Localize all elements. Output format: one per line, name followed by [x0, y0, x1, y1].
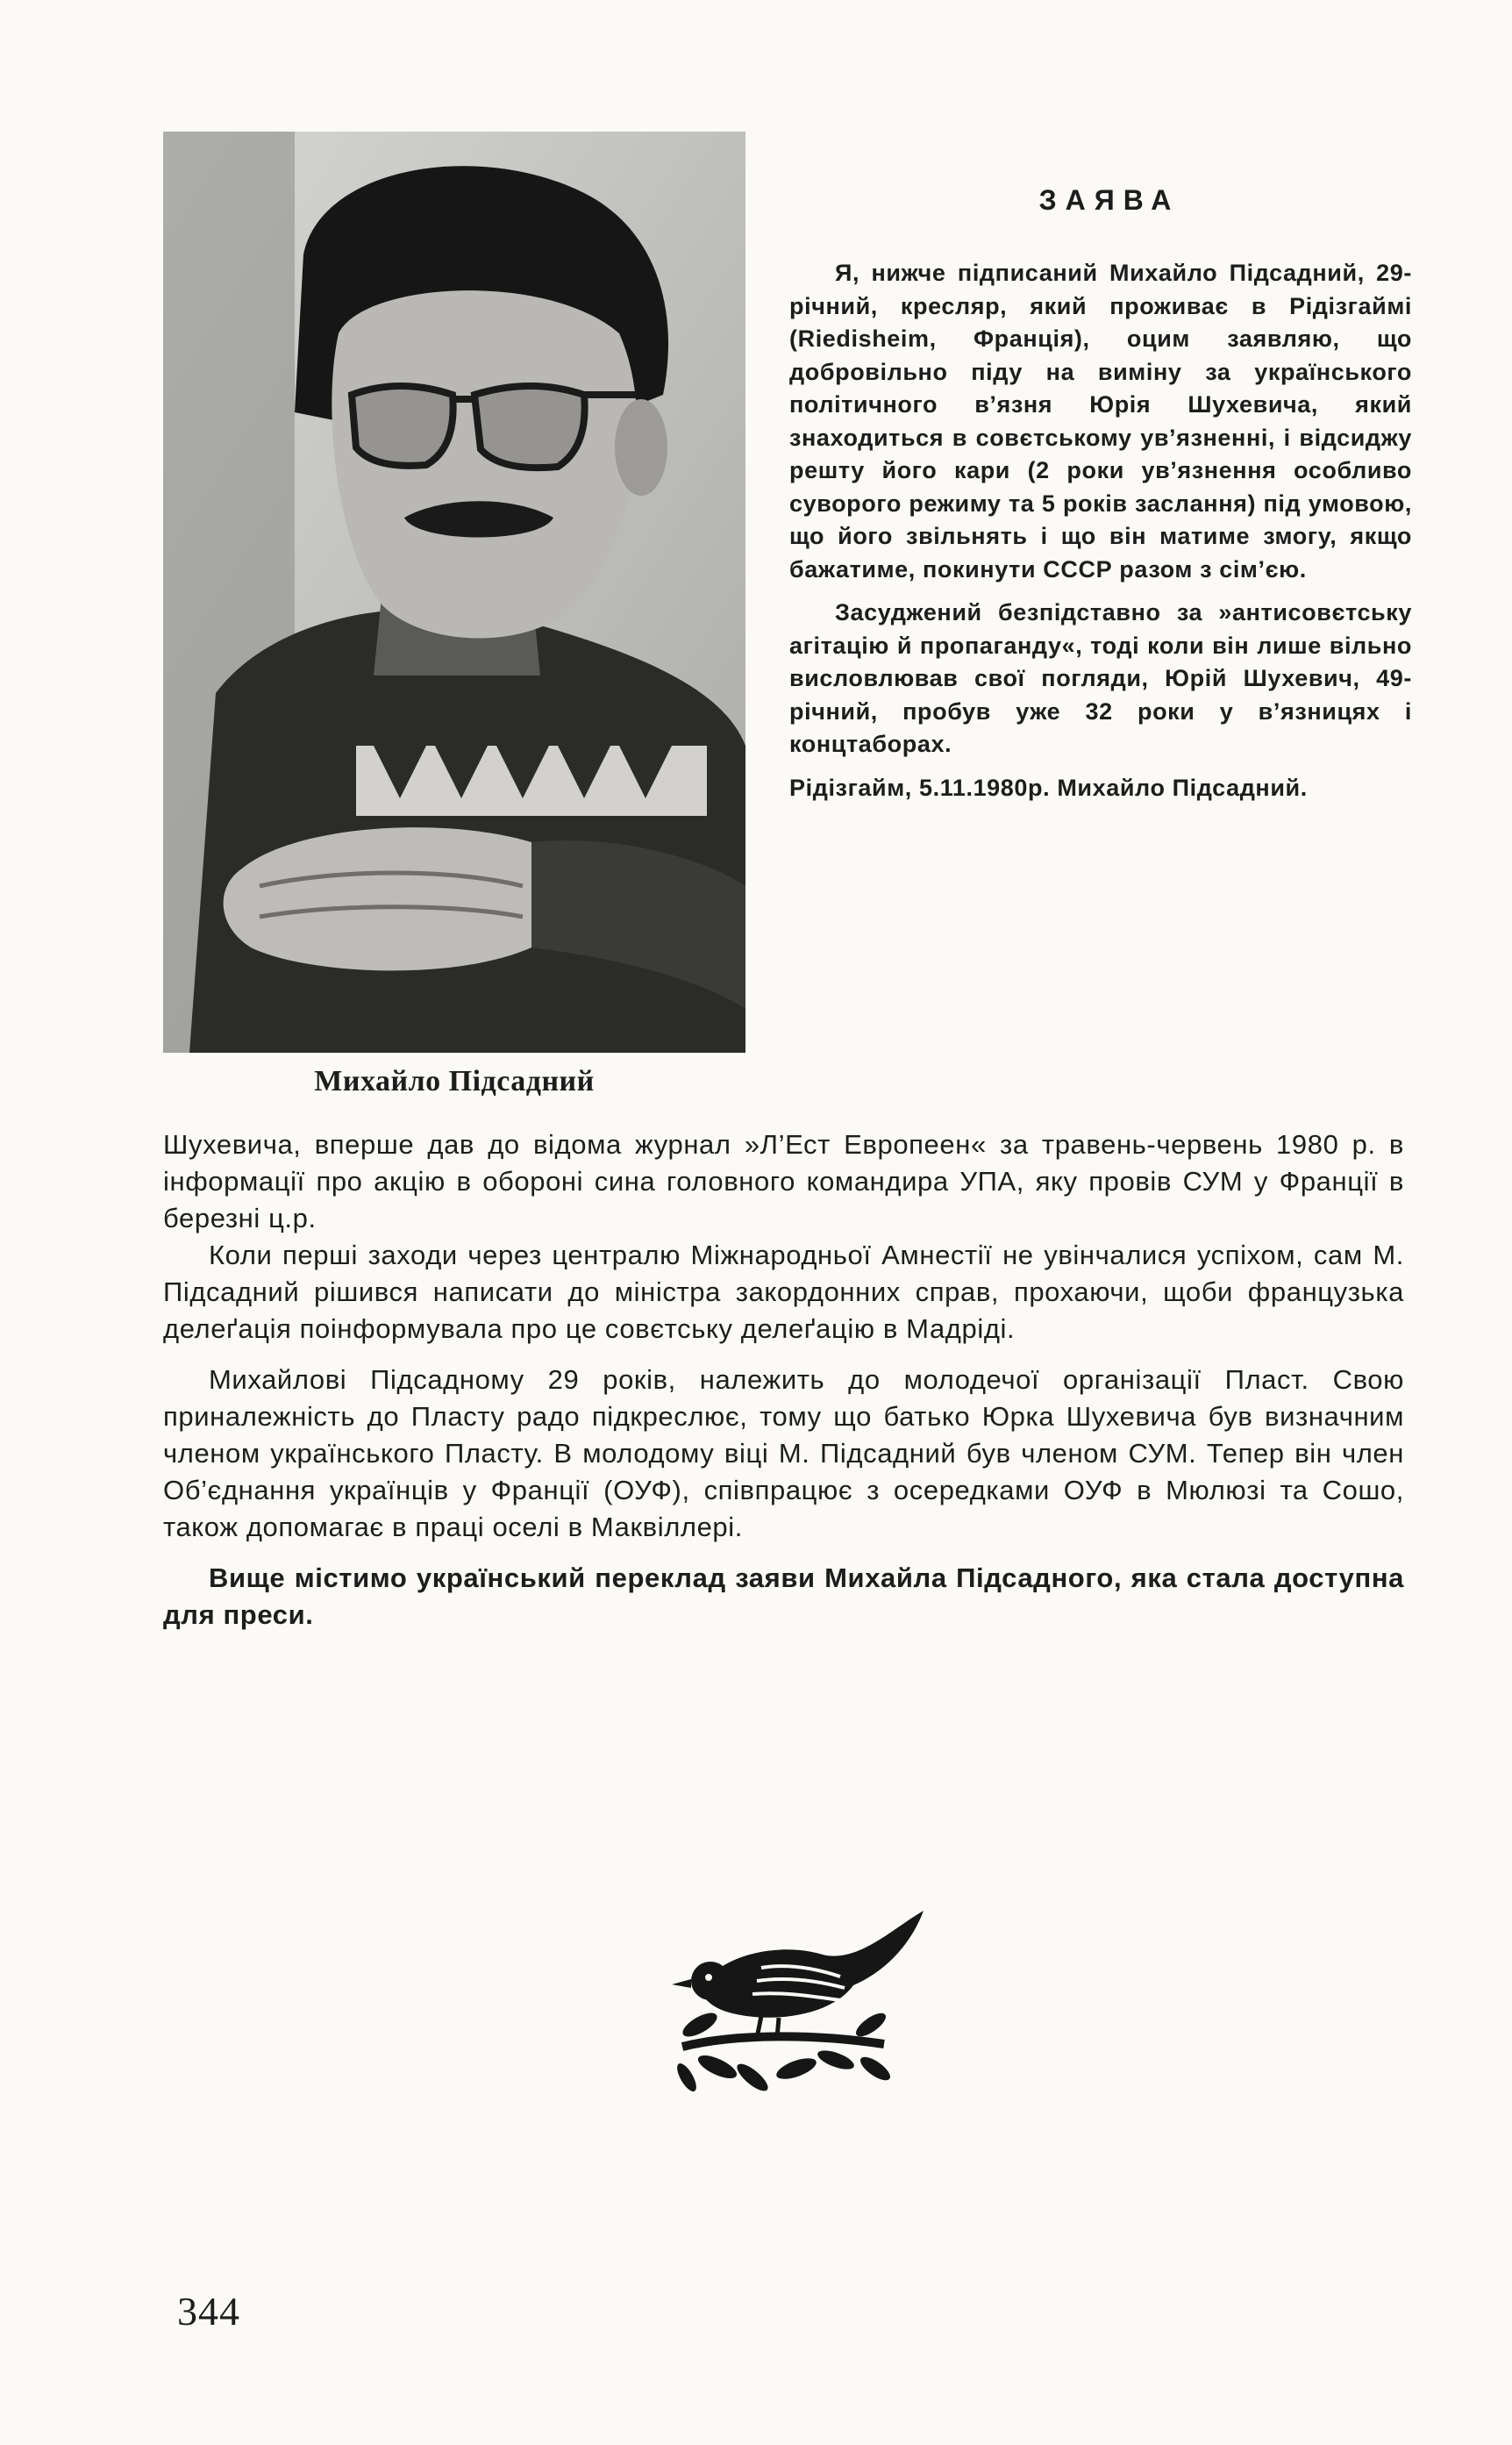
body-paragraph-note: Вище містимо український переклад заяви Михайла Підсадного, яка стала доступна для преси. [163, 1562, 1404, 1630]
photo-caption: Михайло Підсадний [314, 1065, 595, 1097]
page-number: 344 [177, 2289, 240, 2334]
statement-paragraph: Засуджений безпідставно за »антисовєтську агітацію й пропаганду«, тоді коли він лише вільно висловлював свої погляди, Юрій Шухевич, 49-річний, пробув уже 32 роки у в’язницях і концтаборах. [789, 599, 1412, 757]
statement-title: ЗАЯВА [1038, 184, 1180, 216]
body-paragraph: Шухевича, вперше дав до відома журнал »Л’Ест Европеен« за травень-червень 1980 р. в інформації про акцію в обороні сина головного командира УПА, яку провів СУМ у Франції в березні ц.р. [163, 1129, 1404, 1233]
body-paragraph: Коли перші заходи через централю Міжнародньої Амнестії не увінчалися успіхом, сам М. Підсадний рішився написати до міністра закордонних справ, прохаючи, щоби французька делеґація поінформувала про це совєтську делеґацію в Мадріді. [163, 1240, 1404, 1344]
body-paragraph: Михайлові Підсадному 29 років, належить до молодечої організації Пласт. Свою приналежність до Пласту радо підкреслює, тому що батько Юрка Шухевича був визначним членом українського Пласту. В молодому віці М. Підсадний був членом СУМ. Тепер він член Об’єднання українців у Франції (ОУФ), співпрацює з осередками ОУФ в Мюлюзі та Сошо, також допомагає в праці оселі в Маквіллері. [163, 1364, 1404, 1542]
statement-paragraph: Я, нижче підписаний Михайло Підсадний, 29-річний, кресляр, який проживає в Рідізгаймі (Riedisheim, Франція), оцим заявляю, що добровільно піду на виміну за українського політичного в’язня Юрія Шухевича, який знаходиться в совєтському ув’язненні, і відсиджу решту його кари (2 роки ув’язнення особливо суворого режиму та 5 років заслання) під умовою, що його звільнять і що він матиме змогу, якщо бажатиме, покинути СССР разом з сім’єю. [789, 260, 1412, 583]
bird-on-branch-icon [665, 1893, 928, 2104]
portrait-photo [163, 132, 745, 1053]
statement-signature: Рідізгайм, 5.11.1980р. Михайло Підсадний. [789, 774, 1308, 801]
portrait-image [163, 132, 745, 1053]
statement-block [789, 175, 1412, 815]
article-body [163, 1126, 1404, 1634]
